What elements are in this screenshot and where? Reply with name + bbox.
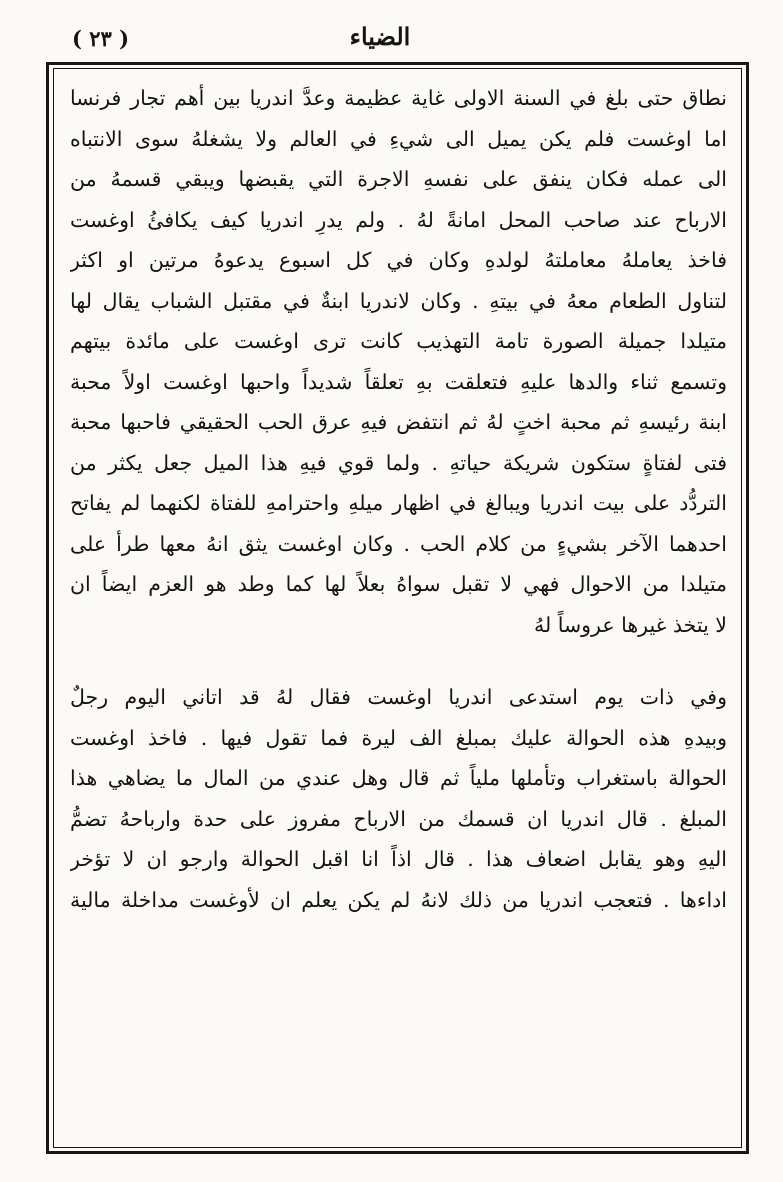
paragraph-2: [70, 677, 727, 920]
page-header: [0, 0, 783, 52]
text-line: لا يتخذ غيرها عروساً لهُ: [533, 612, 727, 637]
page-number: ( ٢٣ ): [72, 26, 130, 51]
text-line: الحوالة باستغراب وتأملها ملياً ثم قال وهل عندي من المال ما يضاهي هذا: [70, 766, 727, 790]
text-line: نطاق حتى بلغ في السنة الاولى غاية عظيمة وعدَّ اندريا بين أهم تجار فرنسا: [70, 86, 727, 110]
running-title: الضياء: [349, 22, 411, 51]
text-line: اداءها . فتعجب اندريا من ذلك لانهُ لم يكن يعلم ان لأوغست مداخلة مالية: [70, 887, 727, 912]
paragraph-1: [70, 78, 727, 645]
text-line: متيلدا من الاحوال فهي لا تقبل سواهُ بعلاً لها كما وطد هو العزم ايضاً ان: [70, 572, 727, 596]
text-line: وبيدهِ هذه الحوالة عليك بمبلغ الف ليرة فما تقول فيها . فاخذ اوغست: [70, 725, 727, 750]
text-line: المبلغ . قال اندريا ان قسمك من الارباح مفروز على حدة وارباحهُ تضمُّ: [70, 806, 727, 831]
text-line: فاخذ يعاملهُ معاملتهُ لولدهِ وكان في كل اسبوع يدعوهُ مرتين او اكثر: [70, 248, 727, 272]
text-line: فتى لفتاةٍ ستكون شريكة حياتهِ . ولما قوي فيهِ هذا الميل جعل يكثر من: [70, 450, 727, 475]
text-line: الى عمله فكان ينفق على نفسهِ الاجرة التي يقبضها ويبقي قسمهُ من: [70, 167, 727, 191]
text-line: وتسمع ثناء والدها عليهِ فتعلقت بهِ تعلقاً شديداً واحبها اوغست اولاً محبة: [70, 369, 727, 394]
text-line: متيلدا جميلة الصورة تامة التهذيب كانت ترى اوغست على مائدة بيتهم: [70, 329, 727, 353]
text-line: اليهِ وهو يقابل اضعاف هذا . قال اذاً انا اقبل الحوالة وارجو ان لا تؤخر: [70, 847, 727, 871]
text-line: الارباح عند صاحب المحل امانةً لهُ . ولم يدرِ اندريا كيف يكافئُ اوغست: [70, 207, 727, 232]
text-line: لتناول الطعام معهُ في بيتهِ . وكان لاندريا ابنةٌ في مقتبل الشباب يقال لها: [70, 288, 727, 313]
text-line: ابنة رئيسهِ ثم محبة اختٍ لهُ ثم انتفض فيهِ عرق الحب الحقيقي فاحبها محبة: [70, 410, 727, 434]
body-text: [70, 78, 727, 920]
text-line: وفي ذات يوم استدعى اندريا اوغست فقال لهُ قد اتاني اليوم رجلٌ: [70, 685, 727, 709]
text-line: اما اوغست فلم يكن يميل الى شيءِ في العالم ولا يشغلهُ سوى الانتباه: [70, 126, 727, 151]
text-line: احدهما الآخر بشيءٍ من كلام الحب . وكان اوغست يثق انهُ معها طرأ على: [70, 531, 727, 556]
paragraph-spacer: [70, 645, 727, 677]
text-line: التردُّد على بيت اندريا ويبالغ في اظهار ميلهِ واحترامهِ للفتاة لكنهما لم يفاتح: [70, 491, 727, 515]
